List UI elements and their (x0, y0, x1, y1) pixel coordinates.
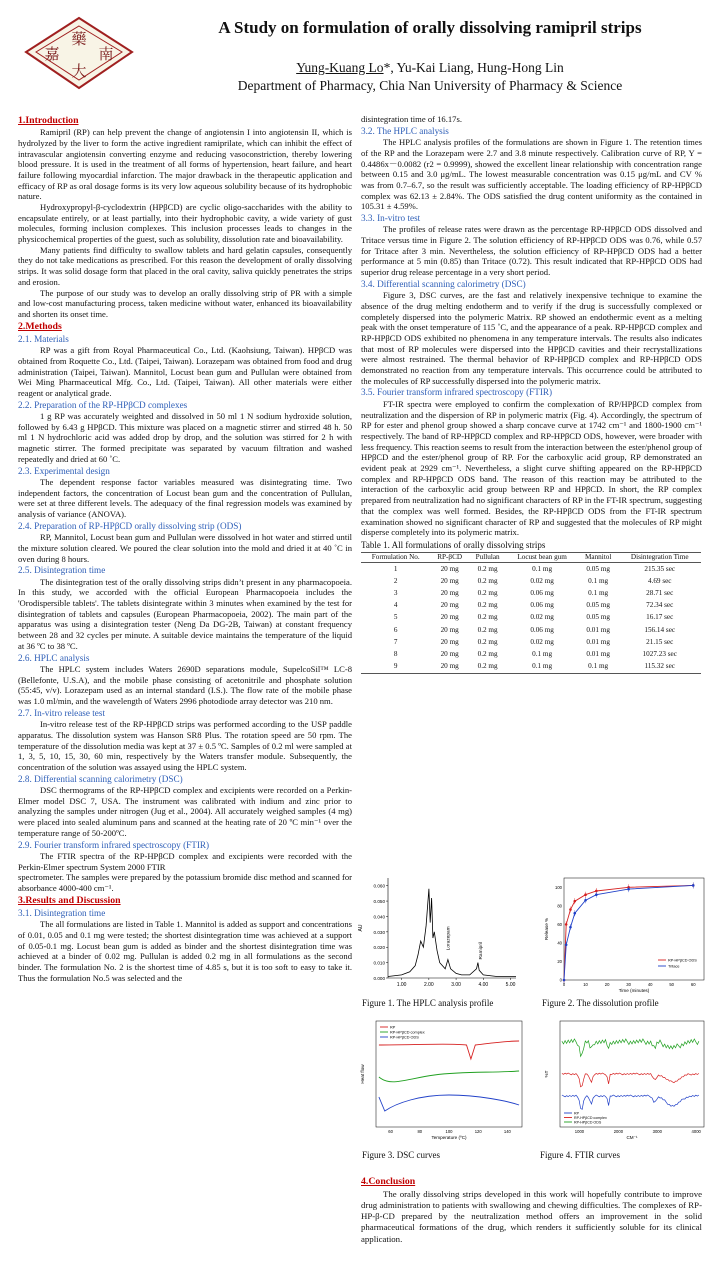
hplc-method-heading: 2.6. HPLC analysis (18, 652, 90, 663)
table-cell: 20 mg (440, 564, 459, 573)
release-method-paragraph: In-vitro release test of the RP-HPβCD strips was performed according to the USP paddle apparatus. The dissolution system was Hanson SR8 Plus. The rotation speed are 50 rpm. The temperature of the dissolution media was kept at 37 ± 0.5 ºC. Samples of 0.2 ml were sampled at 1, 3, 5, 10, 15, 30, 60 min, respectively by the Waters transfer module. Subsequently, the concentration of the solution was assayed using the HPLC system. (18, 719, 352, 772)
intro-paragraph-4: The purpose of our study was to develop an orally dissolving strip of PR with a simple and low-cost manufacturing process, taken medicine without water, enhanced its bioavailability and shorten its onset time. (18, 287, 352, 319)
x-tick-label: 60 (388, 1129, 393, 1134)
table-row (361, 600, 701, 612)
y-axis-label: %T (544, 1070, 549, 1078)
table-header-cell: Formulation No. (361, 553, 430, 563)
legend-label: RP-HPβCD complex (574, 1116, 607, 1120)
table-cell: 0.2 mg (477, 625, 498, 634)
legend-label: RP-HPβCD ODS (574, 1120, 602, 1125)
logo-char-bottom: 大 (71, 62, 87, 80)
table-cell: 0.02 mg (530, 576, 554, 585)
ftir-spectrum (562, 1073, 699, 1087)
table-cell: 20 mg (440, 601, 459, 610)
x-tick-label: 120 (474, 1129, 482, 1134)
x-tick-label: 50 (669, 982, 675, 987)
table-cell: 0.2 mg (477, 613, 498, 622)
intro-paragraph-2: Hydroxypropyl-β-cyclodextrin (HPβCD) are cyclic oligo-saccharides with the ability to encapsulate entirely, or at least partially, into their hydrophobic cavity, a wide variety of gust molecules, forming inclusion complexes. This inclusion processes leads to changes in the physicochemical properties of the guest, such as solubility, dissolution rate and bioavailability. (18, 202, 352, 245)
figure-4-ftir (540, 1015, 710, 1145)
figure-2-dissolution (540, 870, 710, 995)
x-tick-label: 0 (562, 982, 566, 987)
conclusion-section (361, 1175, 702, 1245)
table-header-cell: Disintegration Time (618, 553, 701, 563)
legend-label: RP-HPβCD ODS (390, 1035, 419, 1040)
table-cell: 20 mg (440, 649, 459, 658)
affiliation: Department of Pharmacy, Chia Nan University of Pharmacy & Science (237, 78, 623, 93)
table-cell: 0.05 mg (586, 601, 610, 610)
table-cell: 20 mg (430, 661, 469, 674)
table-cell: 0.01 mg (586, 637, 610, 646)
y-tick-label: 0.040 (373, 914, 385, 920)
chromatogram-line (388, 889, 516, 977)
table1-title: Table 1. All formulations of orally dissolving strips (361, 539, 546, 550)
conclusion-heading: 4.Conclusion (361, 1176, 416, 1187)
table-cell: 1 (393, 564, 398, 573)
table-cell: 0.1 mg (578, 661, 619, 674)
x-tick-label: 1.00 (396, 982, 407, 988)
hplc-method-paragraph: The HPLC system includes Waters 2690D separations module, SupelcoSil™ LC-8 (Bellefonte, U.S.A), and the mobile phase consisting of acetonitrile and phosphate solution (55:45, v/v). Lorazepam used as an internal standard (I.S.). The flow rate of the mobile phase was 1.0 ml/min, and the wavelength of Waters 2996 photodiode array detector was 210 nm. (18, 663, 352, 707)
table-cell: 0.02 mg (530, 637, 554, 646)
table-cell: 0.2 mg (477, 589, 498, 598)
table-cell: 0.2 mg (469, 661, 506, 674)
legend-label: RP-HPβCD complex (390, 1030, 425, 1035)
table-row (361, 648, 701, 660)
x-tick-label: 140 (503, 1129, 511, 1134)
dsc-result-paragraph: Figure 3, DSC curves, are the fast and relatively inexpensive technique to examine the absence of the drug melting endotherm and to verify if the drug is successfully complexed or completely dispersed into the polymeric Matrix. RP showed an endothermic event as a melting peak with the onset temperature of 115 ˚C, and the appearance of a peak. RP-HPβCD complex and RP-HPβCD ODS exhibited no phenomena in any temperature intervals. The results also indicates that most of RP molecules were dispersed into the HPβCD cavities and their recrystallizations were almost restrained. The thermal behavior of RP-HPβCD complex and RP-HPβCD ODS demonstrated no reaction from any temperature intervals. This occurrence could be attributed to the molecules of RP successfully dispersed into the polymeric matrix. (361, 290, 702, 386)
table-cell: 0.02 mg (530, 613, 554, 622)
complex-prep-paragraph: 1 g RP was accurately weighted and dissolved in 50 ml 1 N sodium hydroxide solution, followed by 6.43 g HPβCD. This mixture was placed on a magnetic stirrer and stirred 48 h. 50 ml 1 N hydrochloric acid was added drop by drop, and the solution was stirred for 2 h with magnetic stirrer. The formed precipitate was separated by vacuum filtration and washed repeatedly and dried at 60 ˚C. (18, 411, 352, 464)
ftir-chart (540, 1015, 710, 1145)
table-row (361, 636, 701, 648)
table-header-cell: Locust bean gum (506, 553, 578, 563)
y-axis-label: Release % (544, 917, 549, 941)
x-tick-label: 1000 (574, 1129, 585, 1134)
ftir-method-paragraph-a: The FTIR spectra of the RP-HPβCD complex and excipients were recorded with the Perkin-Elmer spectrum System 2000 FTIR (18, 850, 352, 872)
table-cell: 0.05 mg (586, 564, 610, 573)
x-tick-label: 4000 (691, 1129, 701, 1134)
table-header-row (361, 553, 701, 563)
table-cell: 5 (393, 613, 398, 622)
figure-3-dsc (356, 1015, 528, 1145)
table-header-cell: Pullulan (469, 553, 506, 563)
x-tick-label: 2000 (613, 1129, 624, 1134)
y-tick-label: 0.060 (373, 883, 385, 889)
table-cell: 20 mg (440, 576, 459, 585)
university-logo (20, 14, 138, 92)
logo-seal-icon (20, 14, 138, 92)
table-cell: 0.01 mg (586, 625, 610, 634)
table-cell: 0.1 mg (532, 564, 553, 573)
y-tick-label: 40 (557, 940, 562, 946)
table-header-cell: Mannitol (578, 553, 619, 563)
dsc-curve (379, 1071, 519, 1082)
table-row (361, 575, 701, 587)
x-axis-label: CM⁻¹ (626, 1135, 638, 1140)
table-cell: 4 (393, 601, 398, 610)
x-axis-label: Temperature (ºC) (431, 1135, 467, 1140)
y-tick-label: 60 (557, 921, 562, 927)
disintegration-result-paragraph: The all formulations are listed in Table 1. Mannitol is added as support and concentrations of 0.01, 0.05 and 0.1 mg were tested; the shortest disintegration time was achieved at a support of 0.05-0.1 mg. Locust bean gum is added as binder and the shortest disintegration time was achieved at a binder of 0.02 mg. Pullulan is added 0.2 mg in all formulations as the second binder. The formulation No. 2 is the shortest time of 4.85 s, but it is too soft to easy to take it. Thus the formulation No.5 was selected and the (18, 919, 352, 983)
disintegration-result-continued: disintegration time of 16.17s. (361, 114, 462, 124)
hplc-chart (356, 870, 524, 995)
table-cell: 20 mg (440, 637, 459, 646)
y-axis-label: AU (358, 924, 364, 932)
table-header-cell: RP-βCD (430, 553, 469, 563)
table-cell: 20 mg (440, 625, 459, 634)
invitro-result-heading: 3.3. In-vitro test (361, 212, 421, 223)
experimental-design-heading: 2.3. Experimental design (18, 465, 110, 476)
dissolution-chart (540, 870, 710, 995)
logo-char-left: 嘉 (44, 45, 60, 63)
y-tick-label: 0.020 (373, 945, 385, 951)
ftir-spectrum (562, 1095, 699, 1109)
ods-prep-heading: 2.4. Preparation of RP-HPβCD orally dissolving strip (ODS) (18, 520, 242, 531)
table-cell: 21.15 sec (646, 637, 674, 646)
dsc-curve (379, 1095, 519, 1111)
x-tick-label: 3000 (652, 1129, 662, 1134)
x-tick-label: 30 (626, 982, 631, 987)
y-tick-label: 0 (559, 977, 562, 983)
disintegration-method-heading: 2.5. Disintegration time (18, 565, 106, 576)
conclusion-paragraph: The orally dissolving strips developed in this work will hopefully contribute to improve drug administration to patients with swallowing and chewing difficulties. The complexes of RP-HP-β-CD prepared by the neutralization method offers an improvement in the solid pharmaceutical formations of the drug, which renders it sufficiently soluble for its clinical application. (361, 1188, 702, 1244)
table-cell: 0.1 mg (506, 661, 578, 674)
table-cell: 1027.23 sec (642, 649, 677, 658)
x-tick-label: 80 (417, 1129, 423, 1134)
intro-paragraph-3: Many patients find difficulty to swallow tablets and hard gelatin capsules, consequently they do not take medications as prescribed. For this reason the development of orally dissolving strips. It was solid dosage form that placed in the oral cavity, saliva quickly penetrates the strips and erosion. (18, 244, 352, 287)
disintegration-method-paragraph: The disintegration test of the orally dissolving strips didn’t present in any pharmacopoeia. In this study, we accorded with the official European Pharmacopoeia includes the 'Orodispersible tablets'. The tablets disintegrate within 3 minutes when examined by the test for disintegration of tablets and capsules (European Pharmacopoeia, 2002). The main part of the apparatus was using a disintegration tester (Neng Da DG-2B, Taiwan) at constant frequency between 28 and 32 cycles per minute. A suitable device maintains the temperature of the liquid at 36 ºC to 38 ºC. (18, 576, 352, 651)
figure-1-hplc (356, 870, 524, 995)
hplc-result-paragraph: The HPLC analysis profiles of the formulations are shown in Figure 1. The retention times of the RP and the Lorazepam were 2.7 and 3.8 minute respectively. Calibration curve of RP, Y = 0.4486x－0.0082 (r2 = 0.9999), showed the excellent linear relationship with concentration range between 0.15 and 3.0 μg/mL. The lowest measurable concentration was 0.15 μg/mL and CV % was from 0.7–6.7, so the result was sufficiently acceptable. The loading efficiency of RP-HPβCD complex was 62.13 ± 2.84%. The ODS satisfied the drug content uniformity as the contained in 105.31 ± 4.59%. (361, 137, 702, 212)
y-tick-label: 80 (557, 903, 562, 909)
disintegration-result-heading: 3.1. Disintegration time (18, 907, 106, 918)
formulation-table (361, 552, 701, 674)
methods-heading: 2.Methods (18, 320, 62, 332)
figure-2-caption: Figure 2. The dissolution profile (542, 998, 659, 1008)
left-column (18, 114, 352, 983)
figure-4-caption: Figure 4. FTIR curves (540, 1150, 620, 1160)
legend-label: RP (574, 1111, 579, 1116)
table-cell: 215.35 sec (644, 564, 676, 573)
table-row (361, 624, 701, 636)
x-tick-label: 40 (647, 982, 653, 987)
materials-heading: 2.1. Materials (18, 333, 69, 344)
x-tick-label: 100 (445, 1129, 453, 1134)
dsc-result-heading: 3.4. Differential scanning calorimetry (DSC) (361, 278, 526, 289)
ftir-spectrum (562, 1039, 699, 1056)
y-tick-label: 100 (555, 884, 562, 890)
table-cell: 0.2 mg (477, 601, 498, 610)
table-cell: 3 (393, 589, 398, 598)
y-tick-label: 0.030 (373, 929, 385, 935)
experimental-design-paragraph: The dependent response factor variables measured was disintegrating time. Two independent factors, the concentration of Locust bean gum and the concentration of Pullulan, were set at three different levels. The adequacy of the final regression models was examined by analysis of variance (ANOVA). (18, 476, 352, 520)
figure-1-caption: Figure 1. The HPLC analysis profile (362, 998, 494, 1008)
x-tick-label: 5.00 (505, 982, 516, 988)
dsc-chart (356, 1015, 528, 1145)
figure-3-caption: Figure 3. DSC curves (362, 1150, 440, 1160)
table-cell: 9 (361, 661, 430, 674)
logo-char-top: 藥 (71, 30, 87, 48)
table-body (361, 563, 701, 674)
co-authors: *, Yu-Kai Liang, Hung-Hong Lin (383, 60, 564, 75)
table-row (361, 661, 701, 674)
invitro-result-paragraph: The profiles of release rates were drawn as the percentage RP-HPβCD ODS dissolved and Tritace versus time in Figure 2. The solution efficiency of RP-HPβCD ODS was 0.76, while 0.57 for Tritace after 3 min. Nevertheless, the solution efficiency of RP-HPβCD ODS had a better performance at 5 min (0.85) than Tritace (0.72). This result indicated that RP-HPβCD ODS had superior drug release percentage in a very short period. (361, 224, 702, 278)
y-tick-label: 0.000 (373, 976, 385, 981)
intro-heading: 1.Introduction (18, 115, 79, 126)
table-cell: 6 (393, 625, 398, 634)
table-cell: 0.06 mg (530, 601, 554, 610)
author-line (150, 60, 710, 76)
table-cell: 0.2 mg (477, 564, 498, 573)
x-tick-label: 3.00 (451, 982, 461, 988)
table-cell: 4.69 sec (647, 576, 672, 585)
ods-prep-paragraph: RP, Mannitol, Locust bean gum and Pullulan were dissolved in hot water and stirred until the mixture solution cleared. We poured the clear solution into the mold and dried it at 40 ˚C in oven during 8 hours. (18, 532, 352, 564)
y-tick-label: 0.050 (373, 899, 385, 905)
table-cell: 2 (393, 576, 398, 585)
lead-author: Yung-Kuang Lo (296, 60, 384, 75)
x-tick-label: 4.00 (478, 982, 489, 988)
table-cell: 7 (393, 637, 398, 646)
table-cell: 0.1 mg (588, 589, 609, 598)
table-cell: 0.05 mg (586, 613, 610, 622)
table-cell: 16.17 sec (646, 613, 674, 622)
y-tick-label: 20 (557, 958, 562, 964)
intro-paragraph-1: Ramipril (RP) can help prevent the change of angiotensin I into angiotensin II, which is hydrolyzed by the liver to form the active ingredient ramiprilate, which can inhibit the effect of intravascular angiotensin converting enzyme and reducing vasoconstriction, thereby lowering blood pressure. It is used in the treatment of all forms of hypertension, heart failure, and heart failure following myocardial infarction. The major drawback in the therapeutic application and efficacy of RP as oral dosage forms is its very low aqueous solubility because of its hydrophobic nature. (18, 127, 352, 202)
legend-label: RP-HPβCD ODS (668, 958, 697, 963)
right-column (361, 114, 702, 674)
table-cell: 72.34 sec (646, 601, 674, 610)
table-cell: 0.1 mg (588, 576, 609, 585)
table-cell: 0.06 mg (530, 625, 554, 634)
dsc-method-heading: 2.8. Differential scanning calorimetry (DSC) (18, 773, 183, 784)
materials-paragraph: RP was a gift from Royal Pharmaceutical Co., Ltd. (Kaohsiung, Taiwan). HPβCD was obtained from Roquette Co., Ltd. (Taipei, Taiwan). Lorazepam was obtained from food and drug administration (Taipei, Taiwan). Mannitol, Locust bean gum and Pullulan were obtained from Wei Ming Pharmaceutical Mfg. Co., Ltd. (Taipei, Taiwan). All other materials were either reagent or analytical grade. (18, 345, 352, 398)
x-tick-label: 2.00 (423, 982, 434, 988)
table-cell: 0.06 mg (530, 589, 554, 598)
y-tick-label: 0.010 (373, 960, 385, 966)
ftir-method-heading: 2.9. Fourier transform infrared spectroscopy (FTIR) (18, 839, 210, 850)
table-cell: 8 (393, 649, 398, 658)
table-cell: 115.32 sec (618, 661, 701, 674)
legend-label: RP (390, 1025, 396, 1030)
table-row (361, 587, 701, 599)
table-cell: 28.71 sec (646, 589, 674, 598)
y-axis-label: Heat flow (360, 1064, 365, 1084)
ftir-method-paragraph-b: spectrometer. The samples were prepared by the potassium bromide disc method and scanned for absorbance 4000-400 cm⁻¹. (18, 872, 352, 894)
plot-frame (564, 878, 704, 980)
dsc-curve (379, 1041, 519, 1059)
x-tick-label: 20 (604, 982, 610, 987)
peak-label-lorazepam: Lorazepam (446, 926, 452, 951)
table-cell: 0.1 mg (532, 649, 553, 658)
x-axis-label: Time (minutes) (618, 988, 650, 993)
release-method-heading: 2.7. In-vitro release test (18, 707, 105, 718)
logo-char-right: 南 (98, 45, 114, 63)
table-cell: 20 mg (440, 613, 459, 622)
table-cell: 0.2 mg (477, 576, 498, 585)
table-cell: 156.14 sec (644, 625, 676, 634)
table-row (361, 612, 701, 624)
x-tick-label: 60 (690, 982, 696, 987)
x-tick-label: 10 (583, 982, 588, 987)
peak-label-ramipril: Ramipril (478, 941, 484, 960)
table-cell: 0.01 mg (586, 649, 610, 658)
table-row (361, 563, 701, 576)
dsc-method-paragraph: DSC thermograms of the RP-HPβCD complex and excipients were recorded on a Perkin-Elmer model DSC 7, USA. The instrument was calibrated with indium and zinc prior to analyzing the samples under nitrogen (Jug et al., 2004). All accurately weighed samples (4 mg) were placed into sealed aluminum pans and scanned at the heating rate of 20 ºC min⁻¹ over the temperature range of 50-200ºC. (18, 785, 352, 838)
ftir-result-paragraph: FT-IR spectra were employed to confirm the complexation of RP/HPβCD complex from neutralization and the dispersion of RP in polymeric matrix (Fig. 4). Accordingly, the spectrum of RP for ester and phenol group showed a sharp concave curve at 1742 cm⁻¹ and 1800-1900 cm⁻¹ respectively. The band of RP-HPβCD complex and RP-HPβCD ODS, however, were broader with less frequency. This reaction seems to result from the interaction between the ester/phenol group of HPβCD and the ester/phenol group of RP. For the carboxylic acid group, RP demonstrated an evident peak at 2929 cm⁻¹. Nevertheless, a slight curve shifting appeared on the RP-HPβCD complex and RP-HPβCD ODS band. The reason of this reaction may be attributed to the interaction of the carboxylic acid group between RP and HPβCD. In short, the RP complex prepared from neutralization had no significant characters of RP in the FT-IR spectrum, suggesting that the complex was well formed. Besides, the RP-HPβCD ODS from the FT-IR spectrum examination showed no significant character of RP and suggested that the molecules of RP might disperse completely into its polymeric matrix. (361, 398, 702, 538)
results-heading: 3.Results and Discussion (18, 894, 121, 906)
table-cell: 0.2 mg (477, 637, 498, 646)
legend-label: Tritace (668, 964, 680, 969)
poster-title: A Study on formulation of orally dissolving ramipril strips (218, 18, 642, 37)
table-cell: 0.2 mg (477, 649, 498, 658)
hplc-result-heading: 3.2. The HPLC analysis (361, 125, 449, 136)
ftir-result-heading: 3.5. Fourier transform infrared spectroscopy (FTIR) (361, 387, 553, 398)
complex-prep-heading: 2.2. Preparation of the RP-HPβCD complexes (18, 399, 188, 410)
table-cell: 20 mg (440, 589, 459, 598)
